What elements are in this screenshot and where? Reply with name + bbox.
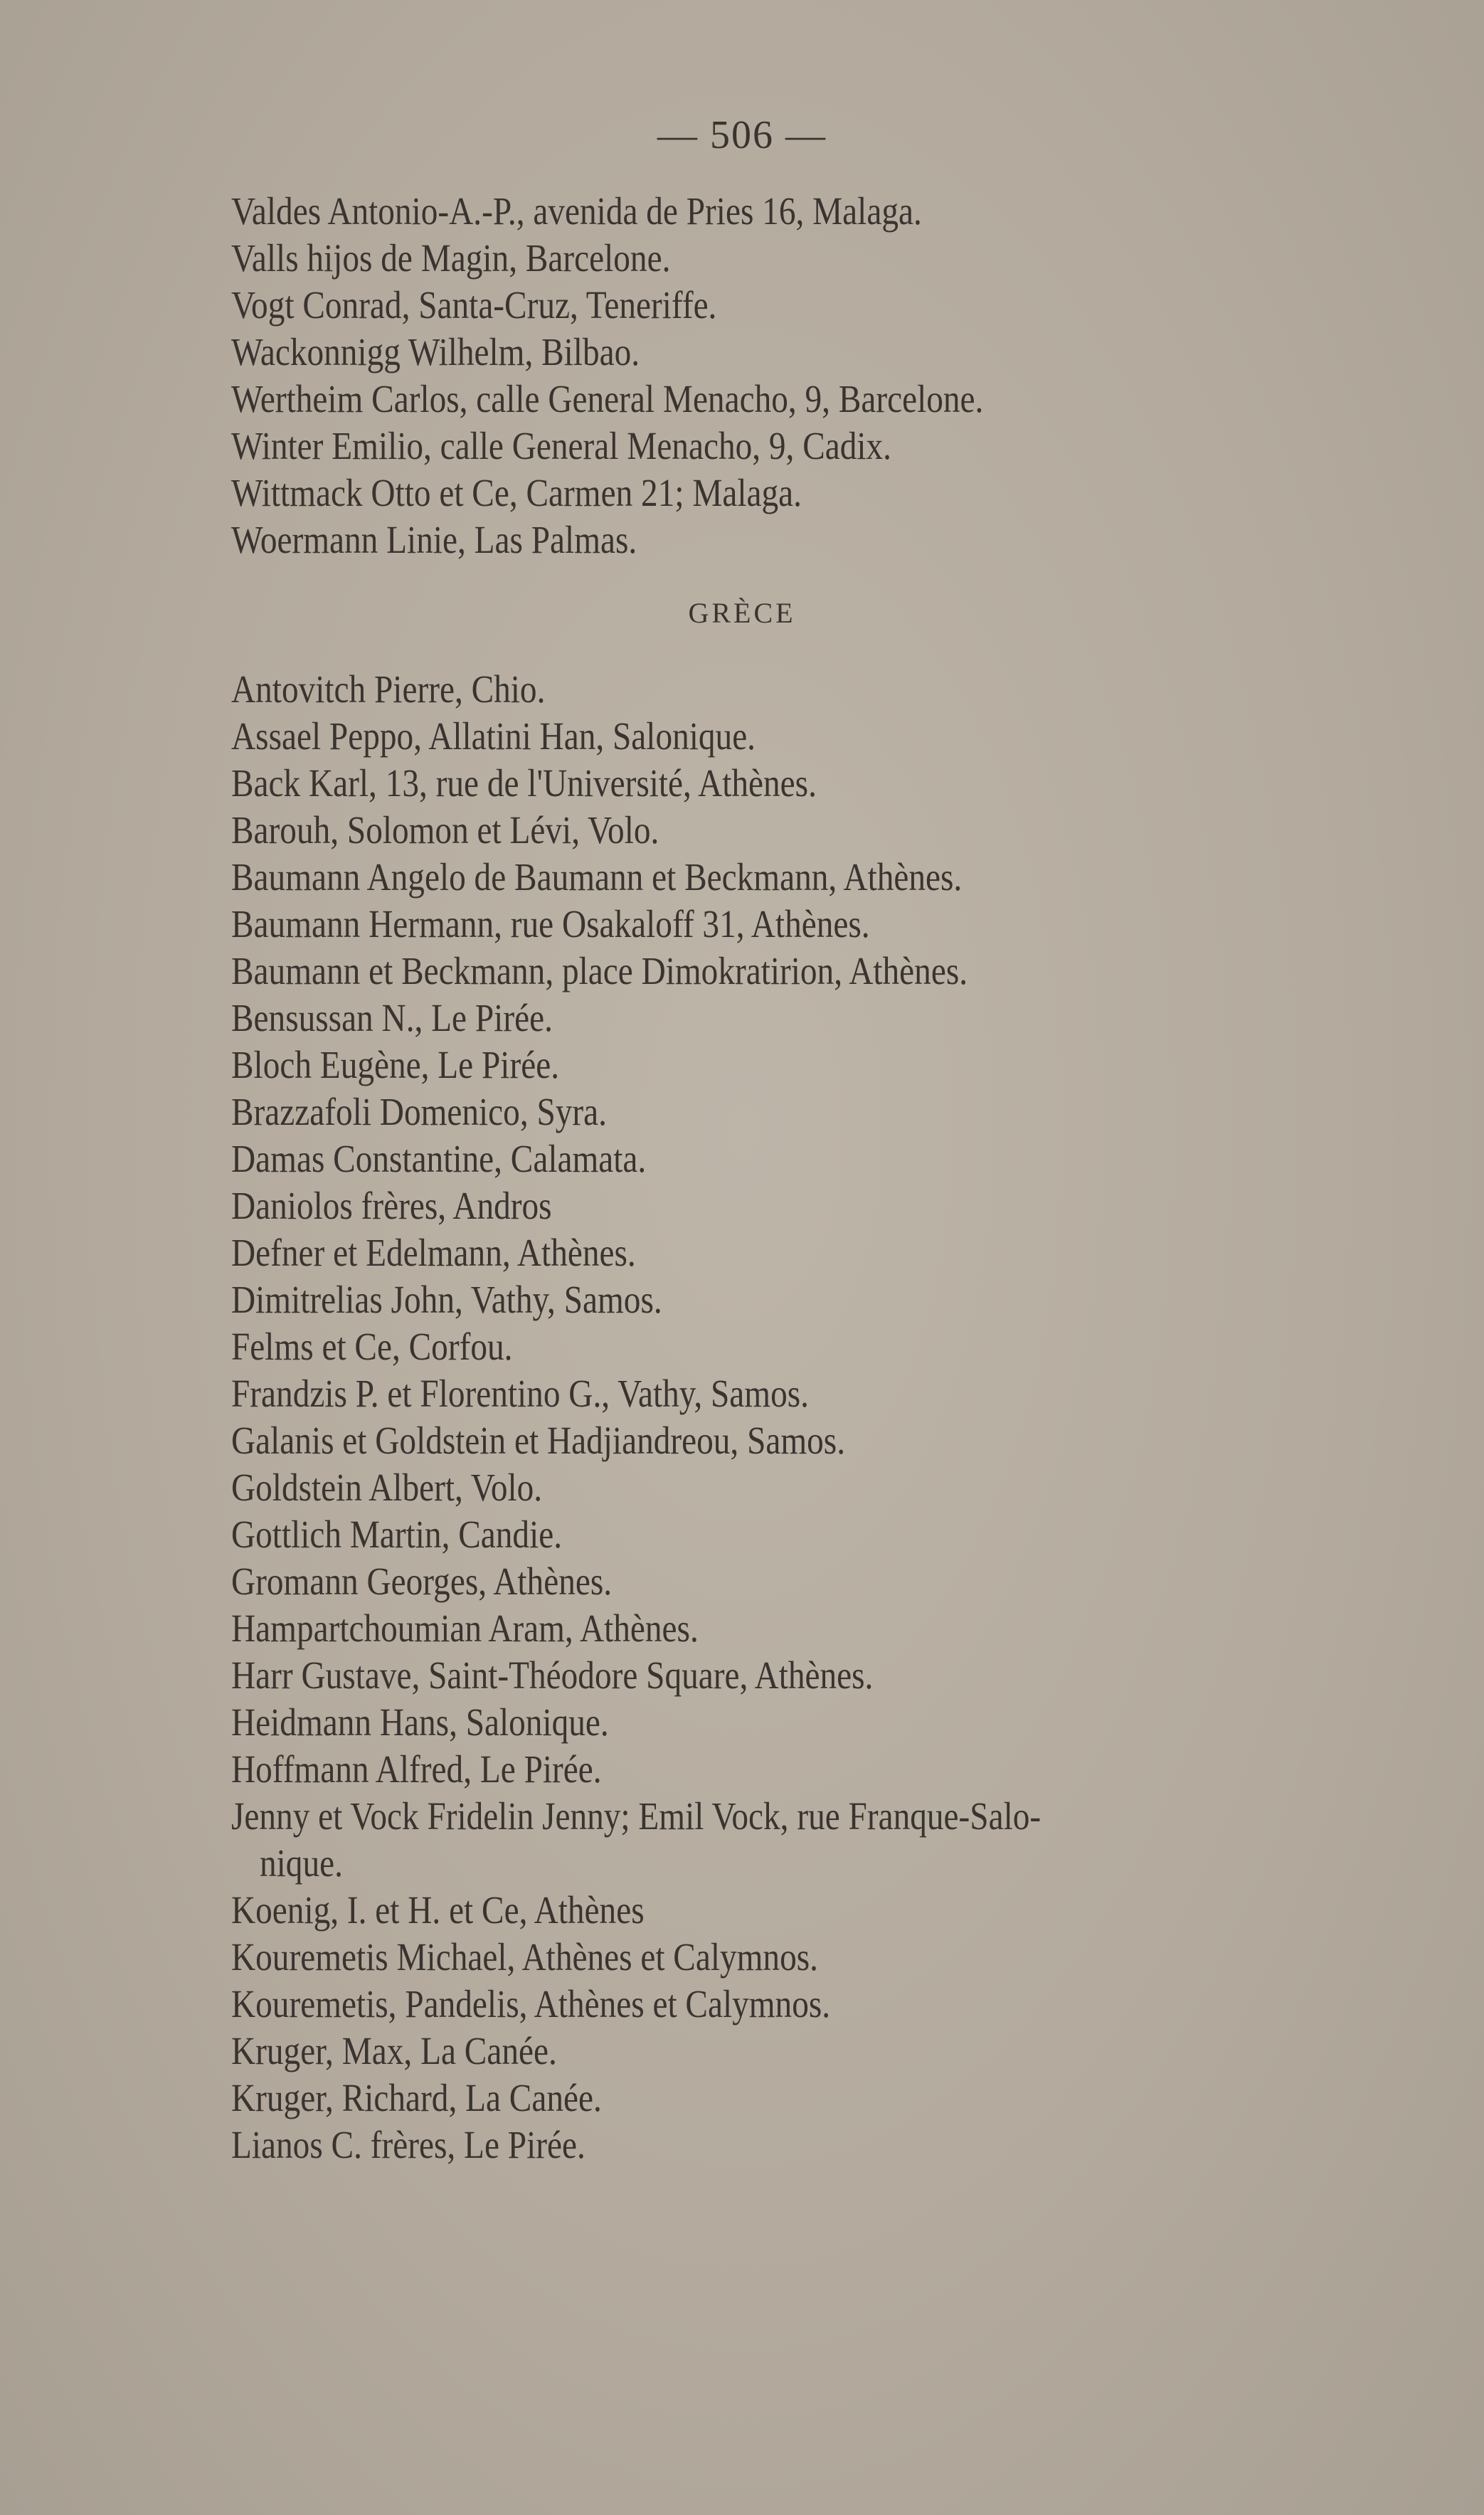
list-item: Gottlich Martin, Candie.: [231, 1513, 563, 1556]
list-item: Koenig, I. et H. et Ce, Athènes: [231, 1888, 645, 1932]
list-item: Heidmann Hans, Salonique.: [231, 1700, 609, 1744]
list-item: Baumann Hermann, rue Osakaloff 31, Athènes.: [231, 902, 870, 946]
list-item: Lianos C. frères, Le Pirée.: [231, 2123, 585, 2166]
list-item: Assael Peppo, Allatini Han, Salonique.: [231, 714, 756, 758]
list-item: Harr Gustave, Saint-Théodore Square, Athènes.: [231, 1653, 874, 1697]
list-item: Gromann Georges, Athènes.: [231, 1560, 613, 1603]
list-item: Back Karl, 13, rue de l'Université, Athènes.: [231, 761, 817, 805]
list-item: Vogt Conrad, Santa-Cruz, Teneriffe.: [231, 283, 717, 327]
list-item: Valdes Antonio-A.-P., avenida de Pries 16, Malaga.: [231, 189, 922, 233]
list-item: Wittmack Otto et Ce, Carmen 21; Malaga.: [231, 471, 802, 514]
list-item: Dimitrelias John, Vathy, Samos.: [231, 1278, 662, 1321]
list-item: Felms et Ce, Corfou.: [231, 1325, 513, 1368]
list-item: Galanis et Goldstein et Hadjiandreou, Samos.: [231, 1419, 846, 1462]
list-item: Brazzafoli Domenico, Syra.: [231, 1090, 607, 1133]
list-item: Kruger, Richard, La Canée.: [231, 2076, 602, 2119]
list-item: Antovitch Pierre, Chio.: [231, 667, 546, 711]
list-item: Hampartchoumian Aram, Athènes.: [231, 1606, 699, 1650]
list-item: Barouh, Solomon et Lévi, Volo.: [231, 808, 659, 852]
list-item: Hoffmann Alfred, Le Pirée.: [231, 1747, 602, 1791]
list-item: Woermann Linie, Las Palmas.: [231, 518, 637, 561]
list-item: Goldstein Albert, Volo.: [231, 1466, 543, 1509]
list-item: Frandzis P. et Florentino G., Vathy, Samos.: [231, 1372, 809, 1415]
list-item: Kouremetis, Pandelis, Athènes et Calymnos.: [231, 1982, 831, 2026]
list-item: Kouremetis Michael, Athènes et Calymnos.: [231, 1935, 818, 1979]
list-item: Baumann Angelo de Baumann et Beckmann, Athènes.: [231, 855, 963, 899]
list-item: Baumann et Beckmann, place Dimokratirion, Athènes.: [231, 949, 968, 992]
list-item: Bloch Eugène, Le Pirée.: [231, 1043, 560, 1086]
list-item: Winter Emilio, calle General Menacho, 9, Cadix.: [231, 424, 892, 467]
list-item: Damas Constantine, Calamata.: [231, 1137, 647, 1180]
list-item: Daniolos frères, Andros: [231, 1184, 552, 1227]
list-item: Kruger, Max, La Canée.: [231, 2029, 557, 2072]
list-item: Bensussan N., Le Pirée.: [231, 996, 553, 1039]
list-item: Wackonnigg Wilhelm, Bilbao.: [231, 330, 640, 374]
page-number: — 506 —: [657, 113, 827, 157]
list-item: Wertheim Carlos, calle General Menacho, 9, Barcelone.: [231, 377, 984, 420]
section-heading-greece: GRÈCE: [688, 597, 796, 629]
list-item: Defner et Edelmann, Athènes.: [231, 1231, 636, 1274]
list-item: Valls hijos de Magin, Barcelone.: [231, 236, 671, 280]
list-item: Jenny et Vock Fridelin Jenny; Emil Vock, rue Franque-Salo-: [231, 1794, 1042, 1838]
list-item-continuation: nique.: [260, 1841, 343, 1885]
